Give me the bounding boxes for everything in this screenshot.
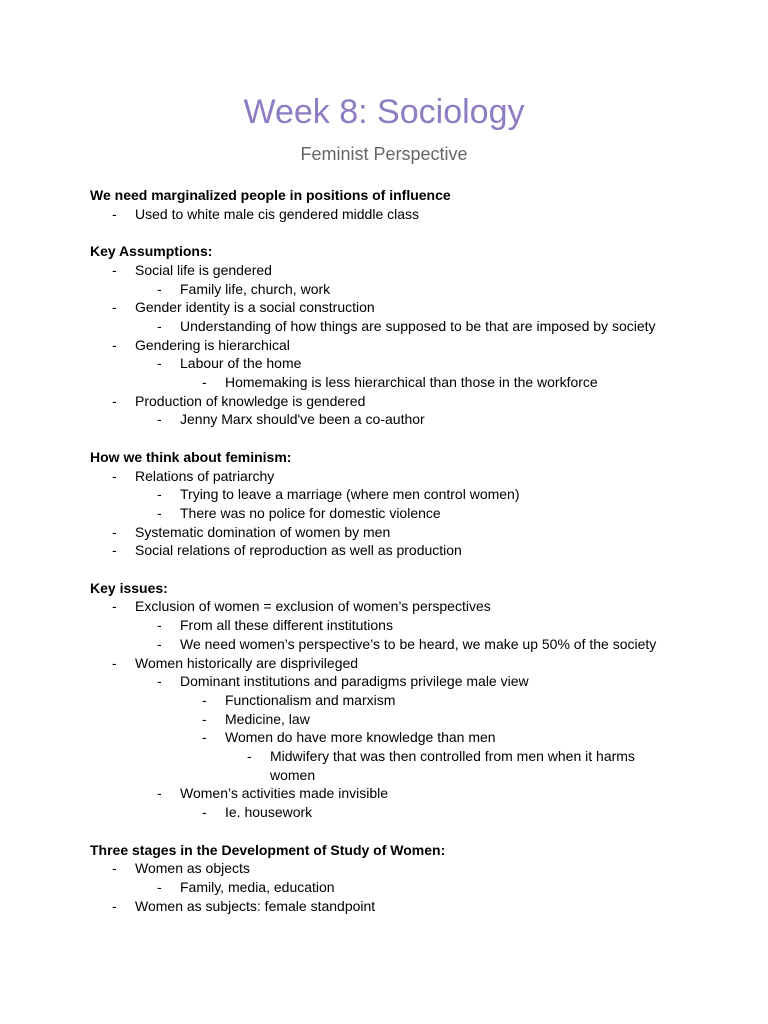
bullet-dash: - bbox=[157, 673, 162, 690]
list-item-text: There was no police for domestic violence bbox=[180, 504, 441, 521]
list-item-text: Jenny Marx should've been a co-author bbox=[180, 411, 425, 428]
list-item-text: Women as objects bbox=[135, 860, 250, 877]
bullet-dash: - bbox=[112, 598, 117, 615]
bullet-dash: - bbox=[157, 785, 162, 802]
bullet-dash: - bbox=[247, 748, 252, 765]
bullet-dash: - bbox=[112, 392, 117, 409]
bullet-dash: - bbox=[112, 654, 117, 671]
list-item-text: Homemaking is less hierarchical than those in the workforce bbox=[225, 374, 598, 391]
section-key-issues bbox=[90, 579, 690, 822]
page-title: Week 8: Sociology bbox=[243, 93, 525, 131]
list-item-text: Ie. housework bbox=[225, 804, 313, 821]
bullet-dash: - bbox=[157, 504, 162, 521]
list-item-text: Exclusion of women = exclusion of women’s perspectives bbox=[135, 598, 491, 615]
bullet-dash: - bbox=[112, 542, 117, 559]
section-feminism bbox=[90, 448, 690, 560]
bullet-dash: - bbox=[112, 523, 117, 540]
list-item bbox=[90, 261, 690, 280]
list-item-text: Gendering is hierarchical bbox=[135, 336, 290, 353]
list-item-text: Labour of the home bbox=[180, 355, 302, 372]
list-item-text: We need women’s perspective’s to be heard, we make up 50% of the society bbox=[180, 635, 657, 652]
list-item bbox=[90, 504, 690, 523]
bullet-dash: - bbox=[112, 467, 117, 484]
list-item-text: Dominant institutions and paradigms privilege male view bbox=[180, 673, 529, 690]
bullet-dash: - bbox=[202, 691, 207, 708]
list-item bbox=[90, 897, 690, 916]
list-item bbox=[90, 728, 690, 747]
list-item bbox=[90, 373, 690, 392]
bullet-dash: - bbox=[112, 261, 117, 278]
list-item-text: Family life, church, work bbox=[180, 280, 331, 297]
section-heading: Three stages in the Development of Study of Women: bbox=[90, 841, 446, 858]
section-heading: Key Assumptions: bbox=[90, 243, 213, 260]
bullet-dash: - bbox=[157, 355, 162, 372]
bullet-dash: - bbox=[112, 205, 117, 222]
list-item bbox=[90, 747, 690, 784]
list-item-text: Production of knowledge is gendered bbox=[135, 392, 366, 409]
list-item bbox=[90, 859, 690, 878]
bullet-dash: - bbox=[157, 635, 162, 652]
section-marginalized-people bbox=[90, 186, 690, 223]
list-item bbox=[90, 205, 690, 224]
list-item bbox=[90, 392, 690, 411]
list-item bbox=[90, 298, 690, 317]
list-item-text: Medicine, law bbox=[225, 710, 310, 727]
bullet-dash: - bbox=[112, 299, 117, 316]
list-item-text: Trying to leave a marriage (where men control women) bbox=[180, 486, 520, 503]
list-item-text: Understanding of how things are supposed to be that are imposed by society bbox=[180, 317, 656, 334]
list-item-text: From all these different institutions bbox=[180, 617, 393, 634]
section-three-stages bbox=[90, 841, 690, 916]
list-item bbox=[90, 672, 690, 691]
list-item bbox=[90, 336, 690, 355]
list-item bbox=[90, 485, 690, 504]
section-heading: We need marginalized people in positions of influence bbox=[90, 187, 451, 203]
list-item-text: Functionalism and marxism bbox=[225, 691, 396, 708]
list-item bbox=[90, 317, 690, 336]
bullet-dash: - bbox=[112, 860, 117, 877]
bullet-dash: - bbox=[157, 280, 162, 297]
list-item bbox=[90, 784, 690, 803]
bullet-dash: - bbox=[157, 486, 162, 503]
bullet-dash: - bbox=[157, 411, 162, 428]
list-item-text: Women historically are disprivileged bbox=[135, 654, 359, 671]
bullet-dash: - bbox=[157, 317, 162, 334]
list-item bbox=[90, 354, 690, 373]
list-item bbox=[90, 541, 690, 560]
list-item bbox=[90, 691, 690, 710]
bullet-dash: - bbox=[202, 710, 207, 727]
bullet-dash: - bbox=[202, 804, 207, 821]
list-item bbox=[90, 878, 690, 897]
bullet-dash: - bbox=[157, 617, 162, 634]
bullet-dash: - bbox=[202, 374, 207, 391]
list-item-text: Systematic domination of women by men bbox=[135, 523, 391, 540]
list-item bbox=[90, 467, 690, 486]
list-item bbox=[90, 654, 690, 673]
list-item-text: Family, media, education bbox=[180, 878, 335, 895]
list-item-text: Women as subjects: female standpoint bbox=[135, 897, 376, 914]
list-item-text: Relations of patriarchy bbox=[135, 467, 275, 484]
list-item bbox=[90, 280, 690, 299]
list-item bbox=[90, 597, 690, 616]
list-item bbox=[90, 635, 690, 654]
list-item bbox=[90, 410, 690, 429]
list-item bbox=[90, 616, 690, 635]
list-item bbox=[90, 710, 690, 729]
section-key-assumptions bbox=[90, 242, 690, 429]
bullet-dash: - bbox=[112, 336, 117, 353]
list-item-text: Midwifery that was then controlled from men when it harms women bbox=[270, 748, 635, 783]
page-subtitle: Feminist Perspective bbox=[300, 144, 468, 164]
list-item-text: Women’s activities made invisible bbox=[180, 785, 389, 802]
list-item bbox=[90, 803, 690, 822]
list-item-text: Social relations of reproduction as well as production bbox=[135, 542, 462, 559]
list-item-text: Gender identity is a social construction bbox=[135, 299, 375, 316]
document-body bbox=[90, 186, 690, 934]
list-item-text: Social life is gendered bbox=[135, 261, 272, 278]
section-heading: How we think about feminism: bbox=[90, 448, 292, 465]
bullet-dash: - bbox=[202, 729, 207, 746]
bullet-dash: - bbox=[112, 897, 117, 914]
list-item-text: Used to white male cis gendered middle class bbox=[135, 205, 420, 222]
section-heading: Key issues: bbox=[90, 579, 168, 596]
list-item bbox=[90, 523, 690, 542]
bullet-dash: - bbox=[157, 878, 162, 895]
list-item-text: Women do have more knowledge than men bbox=[225, 729, 496, 746]
